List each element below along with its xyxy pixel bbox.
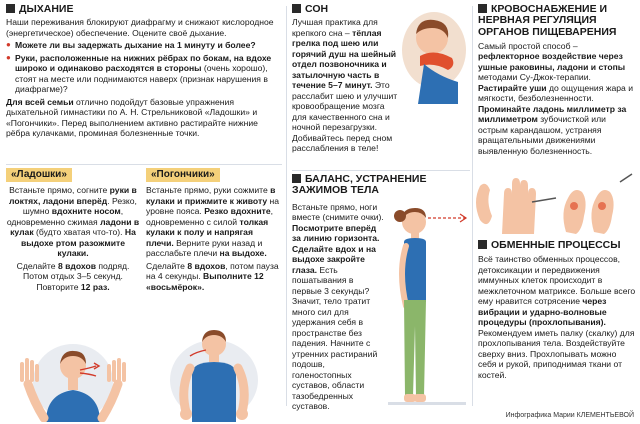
breathing-family: Для всей семьи отлично подойдут базовые упражнения дыхательной гимнастики по А. Н. Стрельниковой «Ладошки» и «Погончики». Перед выполнением активно растирайте нижние рёбра кулачками, проминая болезненные точки. <box>6 96 258 139</box>
ladoshki-illustration <box>6 322 140 422</box>
credit: Инфографика Марии КЛЕМЕНТЬЕВОЙ <box>505 412 634 420</box>
metabolism-section <box>478 240 636 382</box>
column-divider <box>286 6 287 406</box>
reflexology-illustration <box>470 172 638 238</box>
blood-section <box>478 4 636 158</box>
pogonchiki-illustration <box>146 322 282 422</box>
sleep-title: СОН <box>292 4 398 15</box>
blood-title: КРОВОСНАБЖЕНИЕ И НЕРВНАЯ РЕГУЛЯЦИЯ ОРГАНОВ ПИЩЕВАРЕНИЯ <box>478 3 617 38</box>
ladoshki-title: «Ладошки» <box>6 168 72 182</box>
pogonchiki-reps: Сделайте 8 вдохов, потом пауза на 4 секунды. Выполните 12 «восьмёрок». <box>146 260 279 292</box>
breathing-question-1: ● Можете ли вы задержать дыхание на 1 минуту и более? <box>6 40 282 50</box>
bullet-square-icon <box>292 174 301 183</box>
bullet-square-icon <box>6 4 15 13</box>
breathing-intro: Наши переживания блокируют диафрагму и снижают кислородное (энергетическое) обеспечение. Оцените своё дыхание. <box>6 17 274 38</box>
metabolism-title: ОБМЕННЫЕ ПРОЦЕССЫ <box>478 240 636 251</box>
bullet-square-icon <box>478 4 487 13</box>
pogonchiki-exercise <box>146 168 282 294</box>
pogonchiki-title: «Погончики» <box>146 168 220 182</box>
balance-section <box>292 174 468 197</box>
pogonchiki-text: Встаньте прямо, руки сожмите в кулаки и прижмите к животу на уровне пояса. Резко вдохните, одновременно с силой толкая кулаки к полу и напрягая плечи. Верните руки назад и расслабьте плечи на выдохе. <box>146 185 280 259</box>
sleep-illustration <box>398 4 470 104</box>
bullet-square-icon <box>292 4 301 13</box>
bullet-square-icon <box>478 240 487 249</box>
breathing-question-2: ● Руки, расположенные на нижних рёбрах по бокам, на вдохе широко и одинаково расходятся в стороны (очень хорошо), стоят на месте или поднимаются наверх (признак нарушения в диафрагме)? <box>6 53 282 95</box>
divider <box>292 170 470 171</box>
balance-illustration <box>388 196 468 418</box>
ladoshki-text: Встаньте прямо, согните руки в локтях, ладони вперёд. Резко, шумно вдохните носом, одновременно сжимая ладони в кулак (будто хватая что-то). На выдохе ртом разожмите кулаки. <box>6 185 140 259</box>
sleep-section <box>292 4 398 156</box>
sleep-text: Лучшая практика для крепкого сна – тёплая грелка под шею или горячий душ на шейный отдел позвоночника и затылочную часть в течение 5–7 минут. Это расслабит шею и улучшит кровообращение мозга для качественного сна и ночной перезагрузки. Добивайтесь перед сном расслабления в теле! <box>292 17 398 154</box>
balance-title: БАЛАНС, УСТРАНЕНИЕ ЗАЖИМОВ ТЕЛА <box>292 173 427 197</box>
metabolism-text: Всё таинство обменных процессов, детоксикации и передвижения иммунных клеток происходит в межклеточном матриксе. Больше всего ему нравится сотрясение через вибрации и ударно-волновые процедуры (прохлопывания). Рекомендуем иметь палку (скалку) для прохлопывания тела. Воздействуйте сверху вниз. Прохлопывать можно себя и рукой, приподнимая ткани от костей. <box>478 254 636 380</box>
divider <box>6 164 282 165</box>
ladoshki-reps: Сделайте 8 вдохов подряд. Потом отдых 3–5 секунд. Повторите 12 раз. <box>16 260 130 292</box>
breathing-title: ДЫХАНИЕ <box>6 4 282 15</box>
balance-text: Встаньте прямо, ноги вместе (снимите очки). Посмотрите вперёд за линию горизонта. Сделайте вдох и на выдохе закройте глаза. Есть пошатывания в первые 3 секунды? Значит, тело тратит много сил для удержания себя в пространстве без падения. Начните с утренних растираний подошв, голеностопных суставов, области тазобедренных суставов. <box>292 202 384 412</box>
blood-text: Самый простой способ – рефлекторное воздействие через ушные раковины, ладони и стопы методами Су-Джок-терапии. Растирайте уши до ощущения жара и мягкости, безболезненности. Проминайте ладонь миллиметр за миллиметром зубочисткой или острым карандашом, устраняя вращательными движениями выявленную болезненность. <box>478 40 634 156</box>
ladoshki-exercise <box>6 168 140 294</box>
breathing-section <box>6 4 282 141</box>
